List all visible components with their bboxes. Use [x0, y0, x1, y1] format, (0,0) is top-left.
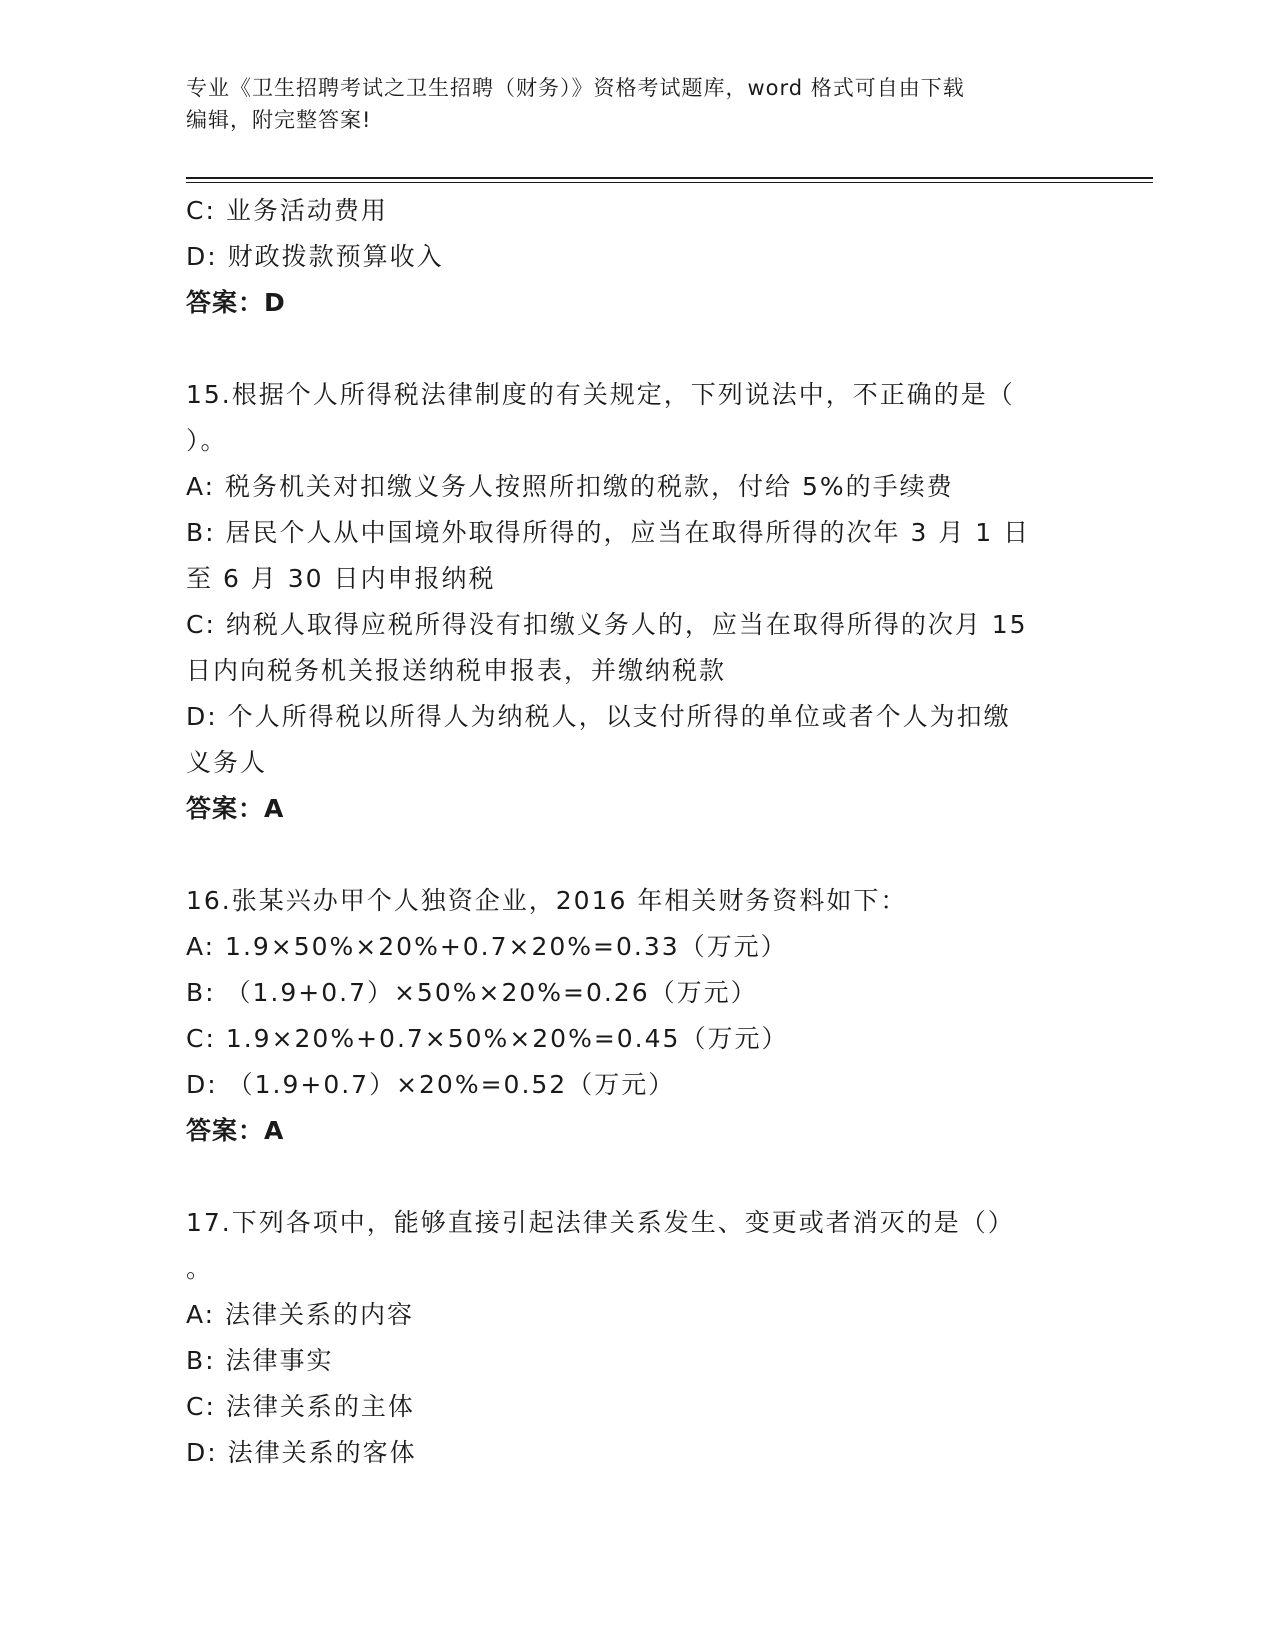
spacer: [186, 1154, 1086, 1200]
page-header: [186, 72, 1076, 136]
option-c-continued: 日内向税务机关报送纳税申报表，并缴纳税款: [186, 656, 727, 685]
option-c: C: 法律关系的主体: [186, 1392, 415, 1421]
header-divider-thick: [186, 177, 1153, 179]
option-a: A: 1.9×50%×20%+0.7×20%=0.33（万元）: [186, 932, 788, 961]
question-16: [186, 878, 1086, 1154]
header-divider-thin: [186, 182, 1153, 183]
header-line-1: 专业《卫生招聘考试之卫生招聘（财务）》资格考试题库，word 格式可自由下载: [186, 76, 965, 100]
option-b: B: 居民个人从中国境外取得所得的，应当在取得所得的次年 3 月 1 日: [186, 518, 1031, 547]
spacer: [186, 326, 1086, 372]
option-b-continued: 至 6 月 30 日内申报纳税: [186, 564, 496, 593]
option-d: D: 财政拨款预算收入: [186, 242, 444, 271]
question-stem: 16.张某兴办甲个人独资企业，2016 年相关财务资料如下：: [186, 886, 908, 915]
option-d-continued: 义务人: [186, 748, 268, 777]
answer: 答案：D: [186, 288, 286, 317]
question-content: [186, 188, 1086, 1476]
option-d: D: （1.9+0.7）×20%=0.52（万元）: [186, 1070, 676, 1099]
previous-question: [186, 188, 1086, 326]
option-a: A: 法律关系的内容: [186, 1300, 415, 1329]
option-b: B: （1.9+0.7）×50%×20%=0.26（万元）: [186, 978, 758, 1007]
option-c: C: 1.9×20%+0.7×50%×20%=0.45（万元）: [186, 1024, 789, 1053]
option-c: C: 业务活动费用: [186, 196, 388, 225]
question-stem-continued: 。: [186, 1254, 214, 1283]
header-line-2: 编辑，附完整答案!: [186, 108, 372, 132]
option-a: A: 税务机关对扣缴义务人按照所扣缴的税款，付给 5%的手续费: [186, 472, 954, 501]
spacer: [186, 832, 1086, 878]
question-15: [186, 372, 1086, 832]
question-stem: 17.下列各项中，能够直接引起法律关系发生、变更或者消灭的是（）: [186, 1208, 1015, 1237]
option-c: C: 纳税人取得应税所得没有扣缴义务人的，应当在取得所得的次月 15: [186, 610, 1028, 639]
option-d: D: 法律关系的客体: [186, 1438, 417, 1467]
question-stem-continued: ）。: [186, 426, 228, 455]
option-d: D: 个人所得税以所得人为纳税人，以支付所得的单位或者个人为扣缴: [186, 702, 1011, 731]
answer: 答案：A: [186, 794, 285, 823]
question-stem: 15.根据个人所得税法律制度的有关规定，下列说法中，不正确的是（: [186, 380, 1015, 409]
option-b: B: 法律事实: [186, 1346, 334, 1375]
question-17: [186, 1200, 1086, 1476]
answer: 答案：A: [186, 1116, 285, 1145]
